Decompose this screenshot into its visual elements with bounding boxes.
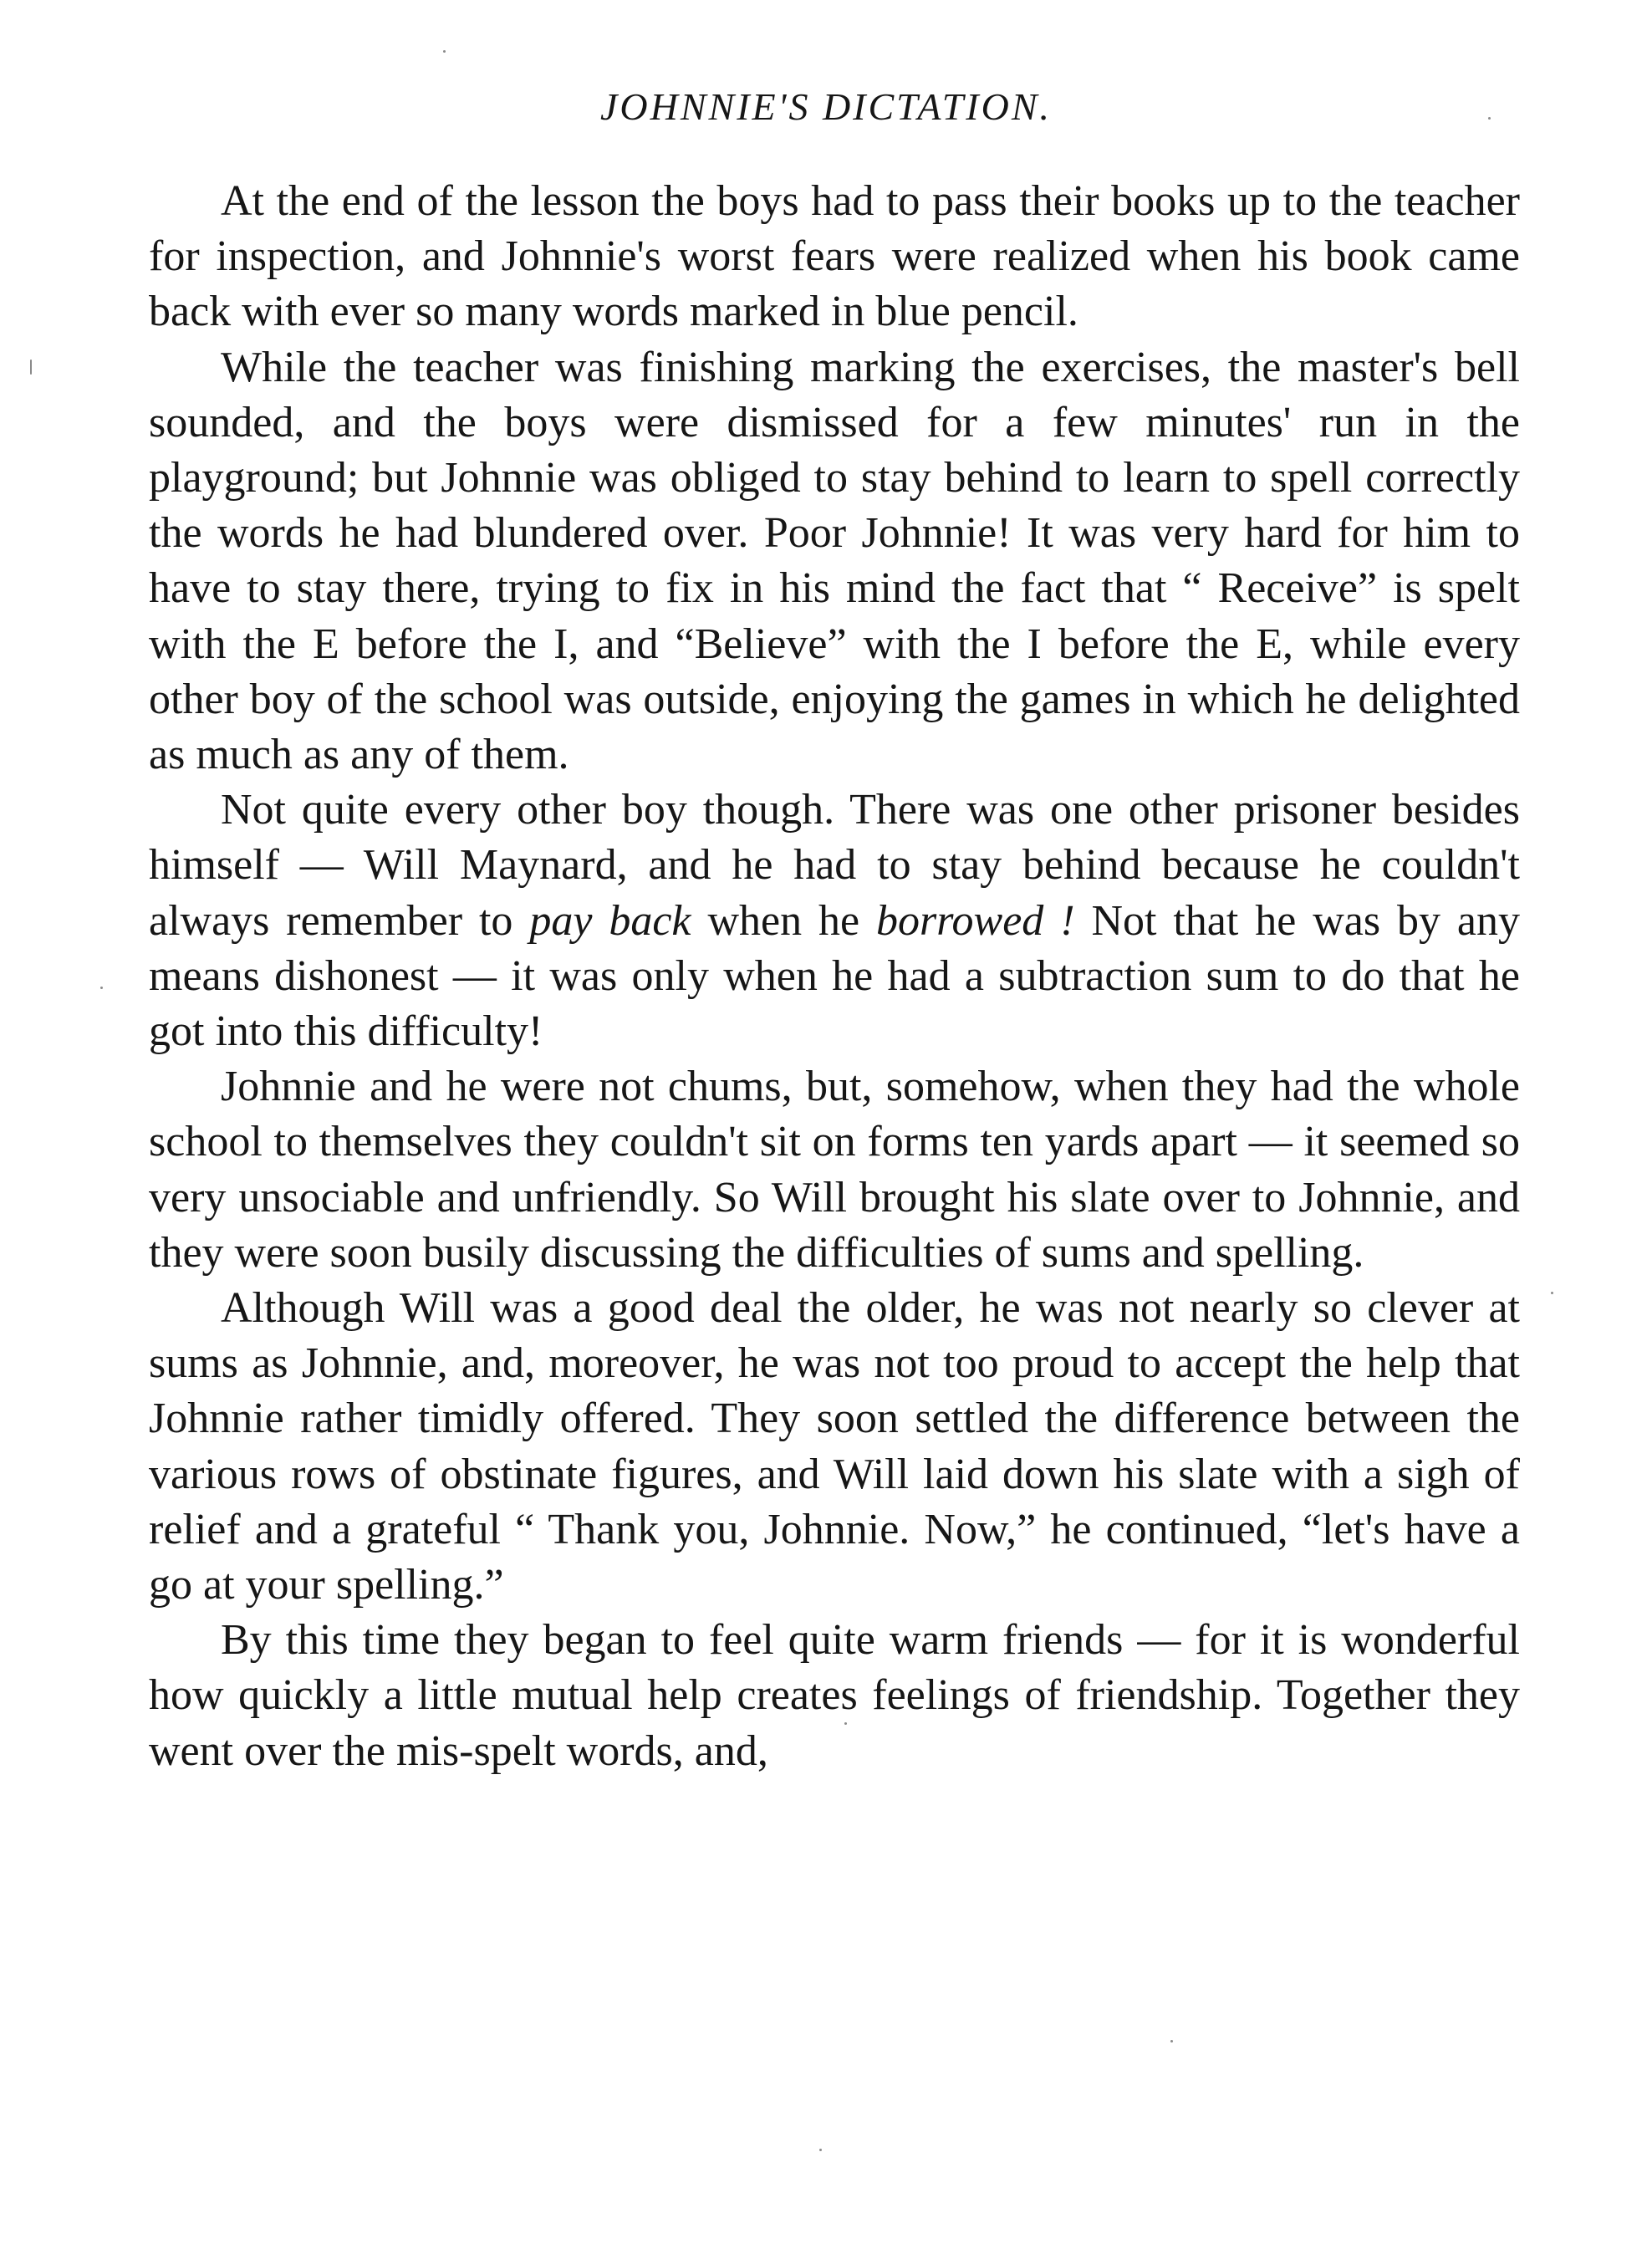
- body-text: [149, 174, 1520, 1779]
- italic-borrowed: borrowed !: [875, 896, 1075, 945]
- paper-speck: [443, 50, 446, 53]
- paper-speck: [819, 2149, 822, 2151]
- paragraph-3: [149, 783, 1520, 1059]
- paper-speck: [100, 987, 103, 989]
- paper-speck: [844, 1722, 847, 1725]
- paper-speck: [1488, 117, 1491, 120]
- paragraph-3-text-b: when he: [707, 896, 860, 945]
- paragraph-6: By this time they began to feel quite warm friends — for it is wonderful how quickly a little mutual help creates feelings of friendship. Together they went over the mis-spelt words, and,: [149, 1616, 1520, 1775]
- paragraph-2: While the teacher was finishing marking the exercises, the master's bell sounded, and the boys were dismissed for a few minutes' run in the playground; but Johnnie was obliged to stay behind to learn to spell correctly the words he had blundered over. Poor Johnnie! It was very hard for him to have to stay there, trying to fix in his mind the fact that “ Receive” is spelt with the E before the I, and “Believe” with the I before the E, while every other boy of the school was outside, enjoying the games in which he delighted as much as any of them.: [149, 343, 1520, 779]
- paragraph-5: Although Will was a good deal the older, he was not nearly so clever at sums as Johnnie, and, moreover, he was not too proud to accept the help that Johnnie rather timidly offered. They soon settled the difference between the various rows of obstinate figures, and Will laid down his slate with a sigh of relief and a grateful “ Thank you, Johnnie. Now,” he continued, “let's have a go at your spelling.”: [149, 1284, 1520, 1609]
- paper-speck: [1170, 2040, 1173, 2042]
- paragraph-3-text-a: Not quite every other boy though. There was one other prisoner besides himself — Will Maynard, and he had to stay behind because he couldn't always remember to: [149, 786, 1520, 945]
- paragraph-1: At the end of the lesson the boys had to pass their books up to the teacher for inspection, and Johnnie's worst fears were realized when his book came back with ever so many words marked in blue pencil.: [149, 177, 1520, 336]
- paper-speck: [30, 360, 32, 375]
- paper-speck: [1551, 1292, 1553, 1294]
- running-header: JOHNNIE'S DICTATION.: [599, 85, 1053, 128]
- italic-pay-back: pay back: [529, 896, 691, 945]
- paragraph-3-text-c: Not that he was by any means dishonest — it was only when he had a subtraction sum to do that he got into this difficulty!: [149, 896, 1521, 1056]
- paragraph-4: Johnnie and he were not chums, but, somehow, when they had the whole school to themselves they couldn't sit on forms ten yards apart — it seemed so very unsociable and unfriendly. So Will brought his slate over to Johnnie, and they were soon busily discussing the difficulties of sums and spelling.: [149, 1063, 1520, 1277]
